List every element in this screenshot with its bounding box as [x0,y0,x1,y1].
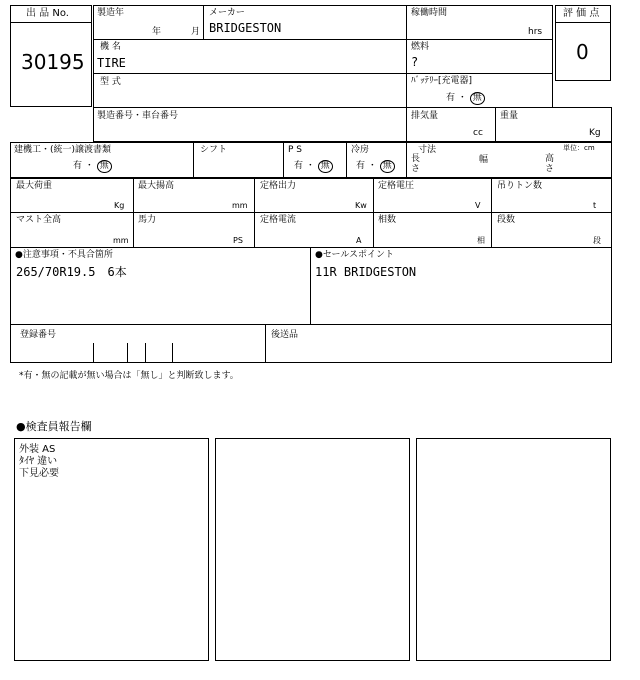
weight-label: 重量 [500,111,519,121]
ps-dot: ・ [305,161,315,171]
ac-no-circled: 無 [380,160,395,173]
sales-point-label: ●セールスポイント [315,250,395,260]
rated-voltage-label: 定格電圧 [378,181,415,191]
horsepower-unit: PS [233,236,243,245]
transfer-docs-label: 建機工・(統一)譲渡書類 [14,145,112,155]
battery-label: ﾊﾞｯﾃﾘｰ[充電器] [411,76,473,86]
lifting-ton-unit: t [593,201,597,210]
registration-label: 登録番号 [20,330,57,340]
length-label: 長 さ [411,154,421,174]
manufacture-year-label: 製造年 [97,8,125,18]
mast-height-label: マスト全高 [16,215,62,225]
max-lift-label: 最大揚高 [138,181,175,191]
transfer-no-circled: 無 [97,160,112,173]
shift-label: シフト [200,145,228,155]
report-line-2: ﾀｲﾔ 違い [19,456,58,467]
year-unit: 年 [152,27,162,37]
dimensions-label: 寸法 [418,145,437,155]
evaluation-label: 評 価 点 [563,8,600,19]
weight-unit: Kg [589,128,601,138]
rated-voltage-unit: V [475,201,481,210]
model-name-value: TIRE [97,56,126,70]
rated-current-unit: A [356,236,362,245]
report-box-3 [416,438,611,661]
battery-yes: 有 [446,93,456,103]
horsepower-label: 馬力 [138,215,157,225]
fuel-value: ? [411,55,419,69]
stages-label: 段数 [497,215,516,225]
month-unit: 月 [191,27,201,37]
transfer-yes-no [73,160,112,173]
registration-row [10,324,612,363]
hours-unit: hrs [528,27,543,37]
displacement-unit: cc [473,128,483,138]
rated-current-label: 定格電流 [260,215,297,225]
phase-label: 相数 [378,215,397,225]
mast-height-unit: mm [113,236,129,245]
rated-output-unit: Kw [355,201,367,210]
ac-dot: ・ [367,161,377,171]
caution-label: ●注意事項・不具合箇所 [15,250,113,260]
sales-point-value: 11R BRIDGESTON [315,265,417,279]
evaluation-value: 0 [576,40,589,64]
phase-unit: 相 [477,236,485,245]
ac-yes: 有 [356,161,366,171]
report-box-2 [215,438,410,661]
height-label: 高 さ [545,154,555,174]
stages-unit: 段 [593,236,601,245]
air-conditioning-yes-no [356,160,395,173]
rated-output-label: 定格出力 [260,181,297,191]
width-label: 幅 [479,155,489,165]
maker-label: メーカー [209,8,245,18]
shipping-items-label: 後送品 [271,330,299,340]
max-load-unit: Kg [114,201,125,210]
report-line-1: 外装 AS [19,444,56,455]
fuel-label: 燃料 [411,42,430,52]
lifting-ton-label: 吊りトン数 [497,181,543,191]
max-lift-unit: mm [232,201,248,210]
ps-no-circled: 無 [318,160,333,173]
power-steering-yes-no [294,160,333,173]
report-line-3: 下見必要 [19,468,59,479]
lot-number-label: 出 品 No. [26,8,69,19]
model-type-label: 型 式 [100,77,121,87]
transfer-dot: ・ [84,161,94,171]
air-conditioning-label: 冷房 [351,145,370,155]
power-steering-label: P S [288,145,303,155]
model-name-label: 機 名 [100,42,121,52]
max-load-label: 最大荷重 [16,181,53,191]
lot-number-value: 30195 [21,50,85,74]
operating-hours-label: 稼働時間 [411,8,448,18]
caution-value: 265/70R19.5 6本 [16,265,127,279]
inspector-report-title: ●検査員報告欄 [16,420,92,433]
maker-value: BRIDGESTON [209,21,282,35]
battery-dot: ・ [457,93,467,103]
ps-yes: 有 [294,161,304,171]
yes-no-note: *有・無の記載が無い場合は「無し」と判断致します。 [19,371,239,381]
dimensions-unit: 単位：cm [563,144,595,152]
battery-no-circled: 無 [470,92,485,105]
transfer-yes: 有 [73,161,83,171]
serial-number-label: 製造番号・車台番号 [97,111,179,121]
displacement-label: 排気量 [411,111,439,121]
battery-yes-no [446,92,485,105]
